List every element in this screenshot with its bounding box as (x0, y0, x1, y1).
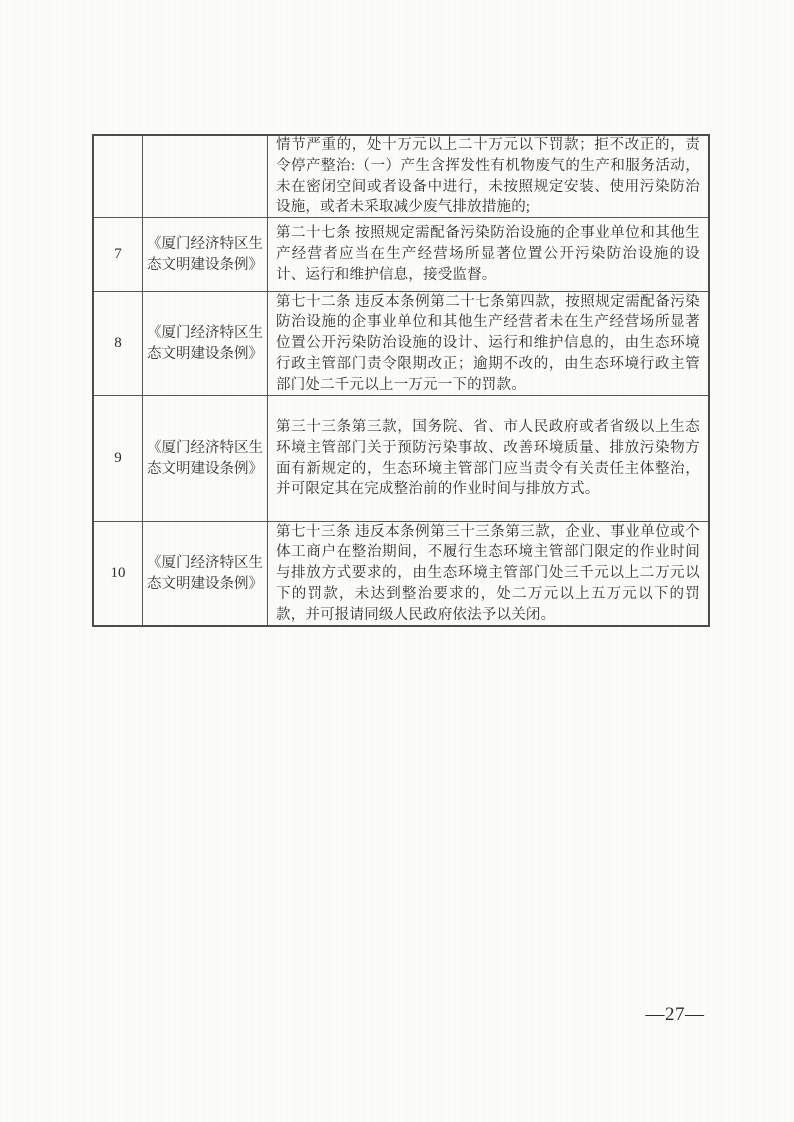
provision-cell (268, 218, 708, 291)
row-index-cell (94, 292, 143, 395)
law-name-cell (143, 136, 268, 217)
law-name-cell (143, 218, 268, 291)
law-name-cell (143, 396, 268, 521)
law-name-cell (143, 522, 268, 625)
law-name-cell (143, 292, 268, 395)
law-name: 《厦门经济特区生态文明建设条例》 (147, 439, 263, 477)
table-row (94, 218, 708, 292)
law-name: 《厦门经济特区生态文明建设条例》 (147, 324, 263, 362)
provision-cell (268, 136, 708, 217)
law-name: 《厦门经济特区生态文明建设条例》 (147, 235, 263, 273)
table-row (94, 292, 708, 396)
page-number: —27— (645, 1004, 705, 1025)
provision-text: 情节严重的，处十万元以上二十万元以下罚款；拒不改正的，责令停产整治:（一）产生含挥发性有机物废气的生产和服务活动，未在密闭空间或者设备中进行，未按照规定安装、使用污染防治设施，或者未采取减少废气排放措施的; (276, 137, 700, 216)
provision-cell (268, 522, 708, 625)
provision-text: 第三十三条第三款，国务院、省、市人民政府或者省级以上生态环境主管部门关于预防污染事故、改善环境质量、排放污染物方面有新规定的，生态环境主管部门应当责令有关责任主体整治，并可限定其在完成整治前的作业时间与排放方式。 (276, 419, 700, 498)
table-row (94, 396, 708, 522)
row-index: 7 (114, 246, 122, 262)
row-index: 10 (110, 565, 126, 581)
table-row (94, 136, 708, 218)
provision-text: 第七十三条 违反本条例第三十三条第三款，企业、事业单位或个体工商户在整治期间，不履行生态环境主管部门限定的作业时间与排放方式要求的，由生态环境主管部门处三千元以上二万元以下的罚款，未达到整治要求的，处二万元以上五万元以下的罚款，并可报请同级人民政府依法予以关闭。 (276, 523, 700, 623)
row-index: 8 (114, 335, 122, 351)
row-index-cell (94, 522, 143, 625)
provision-cell (268, 396, 708, 521)
law-name: 《厦门经济特区生态文明建设条例》 (147, 554, 263, 592)
row-index-cell (94, 136, 143, 217)
row-index-cell (94, 218, 143, 291)
table-row (94, 522, 708, 625)
provision-cell (268, 292, 708, 395)
provision-text: 第二十七条 按照规定需配备污染防治设施的企事业单位和其他生产经营者应当在生产经营场所显著位置公开污染防治设施的设计、运行和维护信息，接受监督。 (276, 225, 700, 283)
regulation-penalty-table (92, 134, 710, 627)
provision-text: 第七十二条 违反本条例第二十七条第四款，按照规定需配备污染防治设施的企事业单位和其他生产经营者未在生产经营场所显著位置公开污染防治设施的设计、运行和维护信息的，由生态环境行政主管部门责令限期改正；逾期不改的，由生态环境行政主管部门处二千元以上一万元一下的罚款。 (276, 293, 700, 393)
row-index-cell (94, 396, 143, 521)
row-index: 9 (114, 450, 122, 466)
